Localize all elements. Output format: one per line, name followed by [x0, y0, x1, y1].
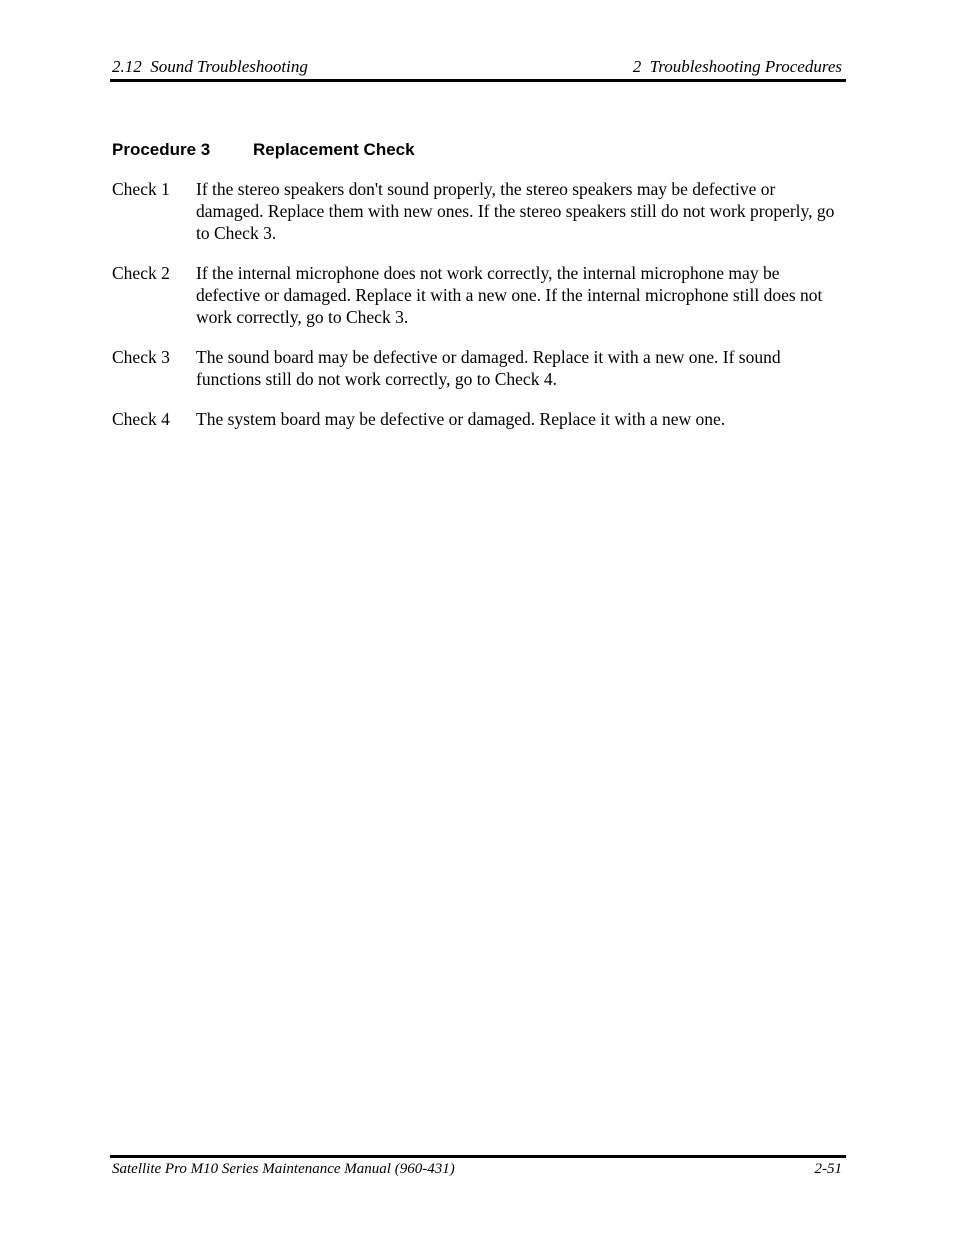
page-number: 2-51	[814, 1161, 842, 1177]
header-section-title: 2.12 Sound Troubleshooting	[112, 57, 308, 76]
procedure-title: Replacement Check	[253, 140, 415, 159]
check-label: Check 4	[112, 409, 170, 429]
check-item	[112, 178, 846, 244]
check-text: The sound board may be defective or damaged. Replace it with a new one. If sound functions still do not work correctly, go to Check 4.	[196, 347, 781, 389]
check-item	[112, 262, 846, 328]
check-item	[112, 408, 846, 430]
check-item	[112, 346, 846, 390]
page-header	[112, 57, 846, 77]
check-text: If the stereo speakers don't sound properly, the stereo speakers may be defective or damaged. Replace them with new ones. If the stereo speakers still do not work properly, go to Check 3.	[196, 179, 835, 243]
procedure-heading	[112, 139, 415, 161]
footer-manual-title: Satellite Pro M10 Series Maintenance Manual (960-431)	[112, 1161, 455, 1177]
check-text: The system board may be defective or damaged. Replace it with a new one.	[196, 409, 726, 429]
check-label: Check 2	[112, 263, 170, 283]
header-chapter-title: 2 Troubleshooting Procedures	[632, 57, 842, 76]
header-rule	[110, 79, 846, 82]
procedure-number: Procedure 3	[112, 140, 211, 159]
check-text: If the internal microphone does not work correctly, the internal microphone may be defective or damaged. Replace it with a new one. If the internal microphone still does not work correctly, go to Check 3.	[196, 263, 823, 327]
footer-rule	[110, 1155, 846, 1158]
page-footer	[112, 1160, 846, 1178]
check-list	[112, 178, 846, 448]
check-label: Check 1	[112, 179, 170, 199]
check-label: Check 3	[112, 347, 170, 367]
